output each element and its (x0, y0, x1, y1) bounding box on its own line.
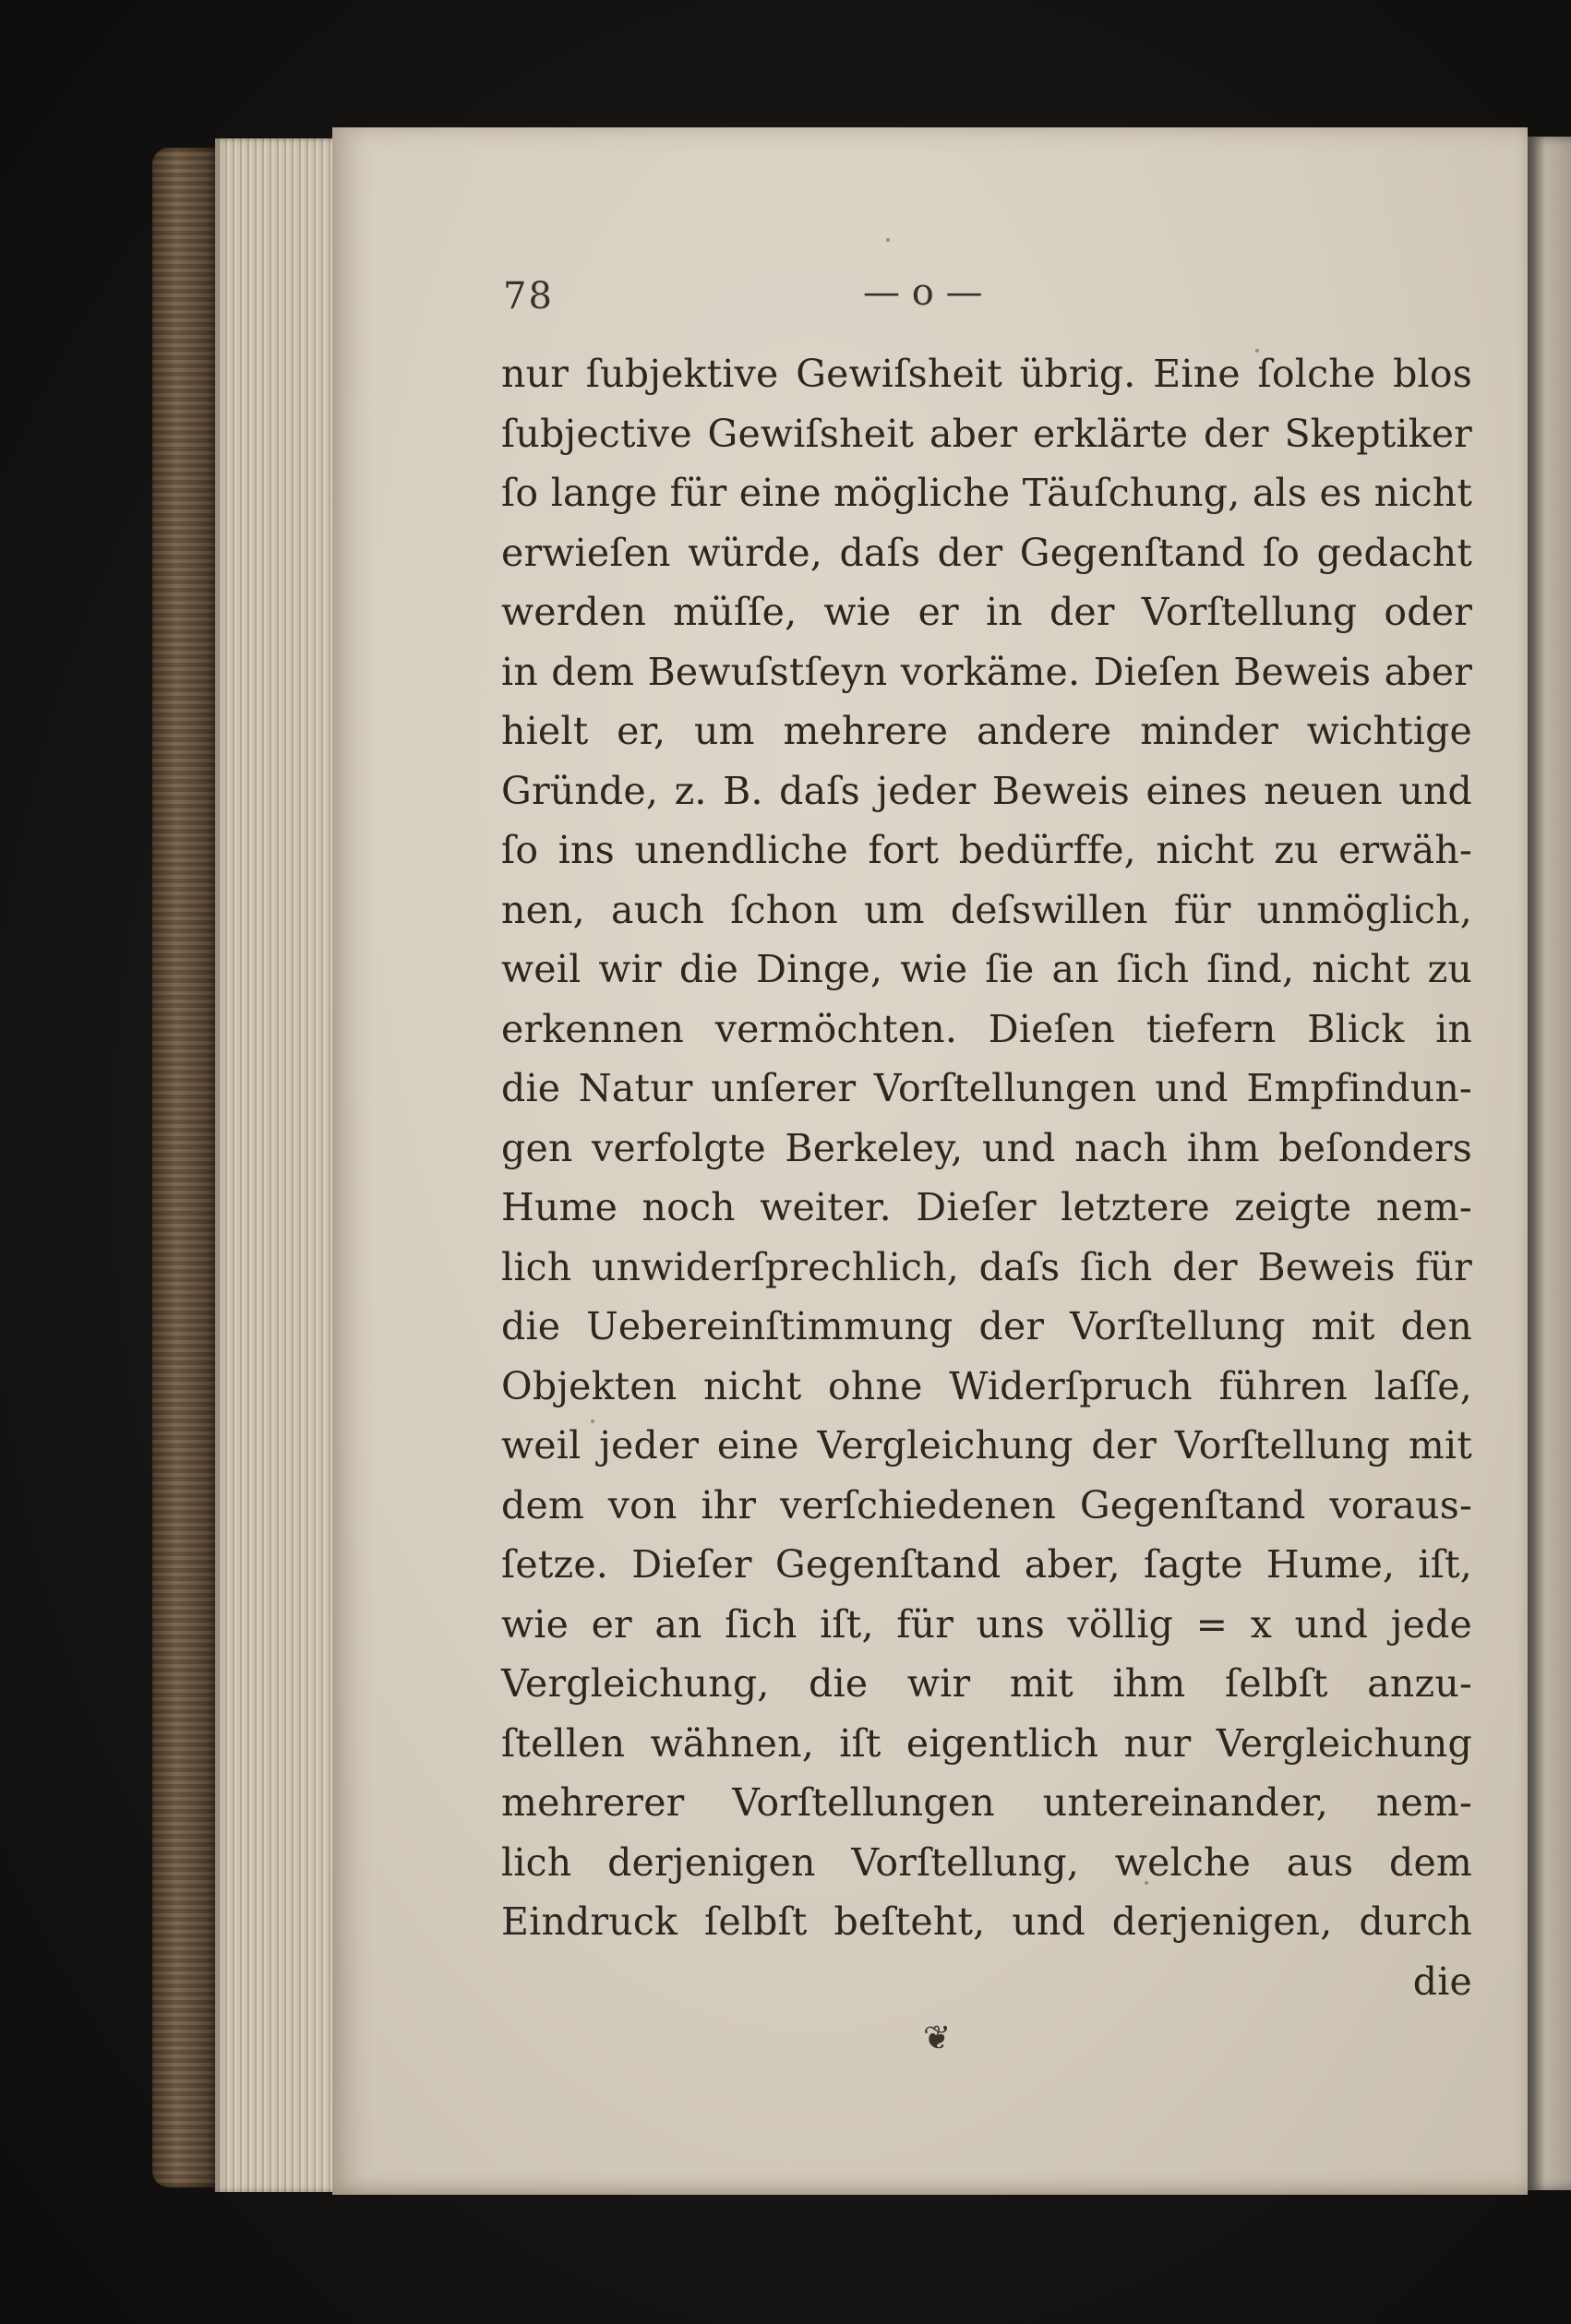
page-header (332, 271, 1528, 340)
book-page (332, 127, 1528, 2195)
text-line: hielt er, um mehrere andere minder wichtige (501, 709, 1472, 753)
page-number: 78 (503, 275, 554, 317)
text-line: die Uebereinſtimmung der Vorſtellung mit den (501, 1304, 1472, 1348)
text-line: gen verfolgte Berkeley, und nach ihm beſonders (501, 1125, 1472, 1170)
paper-speck (886, 238, 890, 242)
paper-speck (1394, 1032, 1397, 1036)
body-text (501, 344, 1472, 2011)
text-line: in dem Bewuſstſeyn vorkäme. Dieſen Beweis aber (501, 649, 1472, 694)
text-line: Hume noch weiter. Dieſer letztere zeigte nem- (501, 1185, 1472, 1229)
text-line: Eindruck ſelbſt beſteht, und derjenigen, durch (501, 1899, 1472, 1944)
text-line: erwieſen würde, daſs der Gegenſtand ſo gedacht (501, 530, 1472, 575)
text-line: ſetze. Dieſer Gegenſtand aber, ſagte Hume, iſt, (501, 1542, 1472, 1587)
catchword: die (1412, 1959, 1472, 2004)
text-line: ſo lange für eine mögliche Täuſchung, als es nicht (501, 471, 1472, 515)
text-line: nur ſubjektive Gewiſsheit übrig. Eine ſolche blos (501, 352, 1472, 396)
facing-page-edge (1528, 137, 1571, 2190)
text-line: Objekten nicht ohne Widerſpruch führen laſſe, (501, 1363, 1472, 1408)
footer-ornament-icon: ❦ (923, 2019, 952, 2057)
text-line: lich derjenigen Vorſtellung, welche aus dem (501, 1839, 1472, 1885)
text-line: die Natur unſerer Vorſtellungen und Empfindun- (501, 1066, 1472, 1110)
book (152, 127, 1571, 2195)
text-line: werden müſſe, wie er in der Vorſtellung oder (501, 590, 1472, 634)
paper-speck (591, 1420, 594, 1423)
text-line: ſubjective Gewiſsheit aber erklärte der Skeptiker (501, 411, 1472, 456)
text-line: lich unwiderſprechlich, daſs ſich der Beweis für (501, 1244, 1472, 1289)
text-line: ſo ins unendliche fort bedürffe, nicht zu erwäh- (501, 828, 1472, 872)
text-line: wie er an ſich iſt, für uns völlig = x und jede (501, 1601, 1472, 1647)
text-line: weil wir die Dinge, wie ſie an ſich ſind, nicht zu (501, 947, 1472, 991)
text-line: ſtellen wähnen, iſt eigentlich nur Vergleichung (501, 1720, 1472, 1766)
header-ornament: — o — (863, 271, 983, 314)
text-line: Vergleichung, die wir mit ihm ſelbſt anzu- (501, 1661, 1472, 1706)
text-line: mehrerer Vorſtellungen untereinander, nem- (501, 1780, 1472, 1825)
text-line: nen, auch ſchon um deſswillen für unmöglich, (501, 887, 1472, 932)
book-spine (152, 148, 222, 2187)
text-line: dem von ihr verſchiedenen Gegenſtand voraus- (501, 1482, 1472, 1527)
text-line: erkennen vermöchten. Dieſen tiefern Blick in (501, 1006, 1472, 1051)
text-line: Gründe, z. B. daſs jeder Beweis eines neuen und (501, 768, 1472, 813)
text-line: weil jeder eine Vergleichung der Vorſtellung mit (501, 1423, 1472, 1467)
paper-speck (1255, 349, 1259, 353)
paper-speck (1145, 1881, 1148, 1885)
